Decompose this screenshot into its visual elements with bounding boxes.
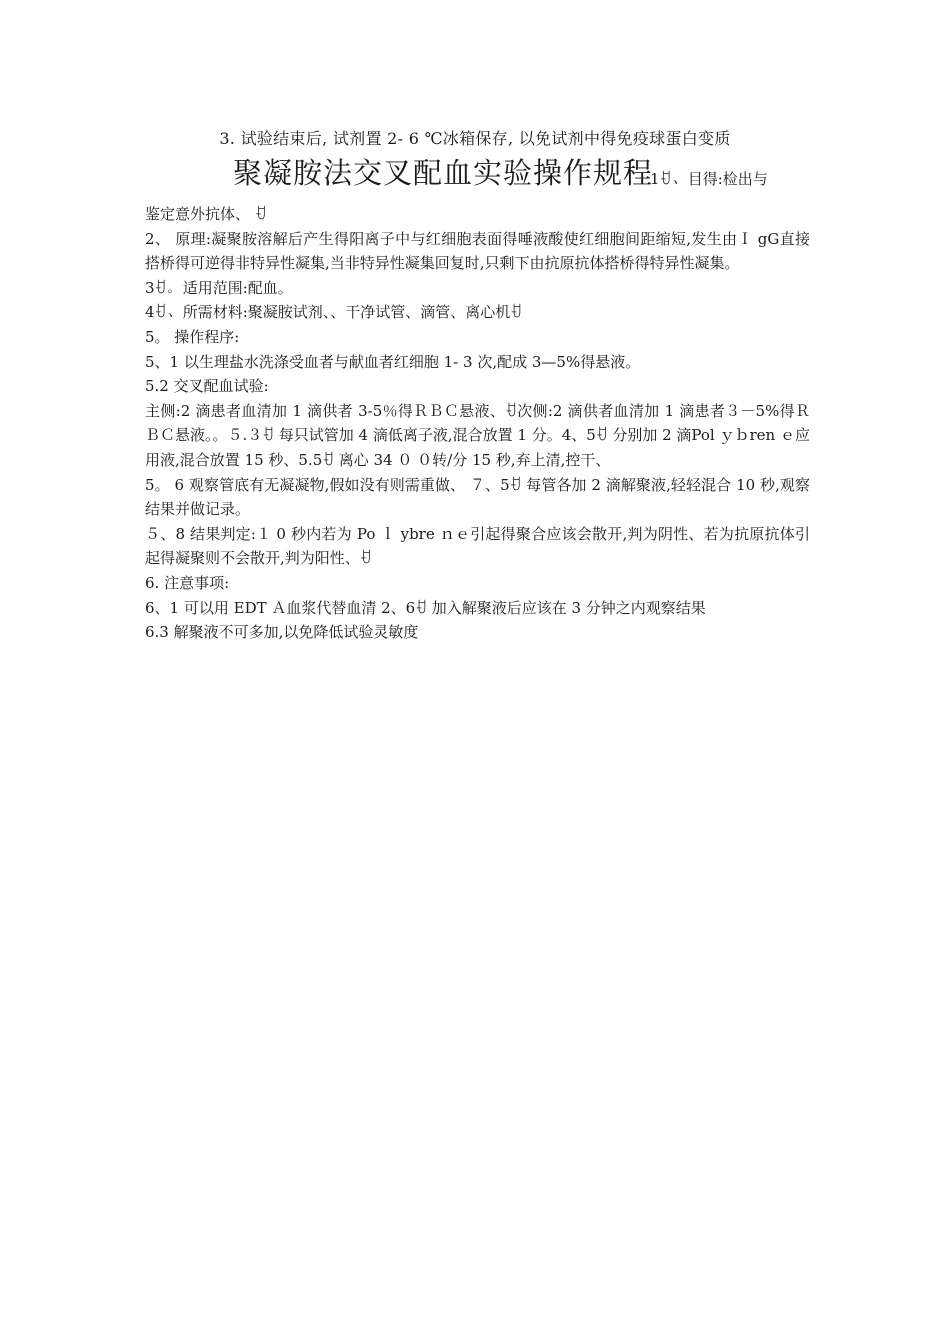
paragraph: 6.3 解聚液不可多加,以免降低试验灵敏度 <box>145 623 419 642</box>
header-note: 3. 试验结束后, 试剂置 2- 6 ℃冰箱保存, 以免试剂中得免疫球蛋白变质 <box>219 129 731 148</box>
paragraph: 6、1 可以用 EDT Ａ血浆代替血清 2、6ꀀ 加入解聚液后应该在 3 分钟之内观察结果 <box>145 598 706 617</box>
paragraph: 5。 操作程序: <box>145 327 240 346</box>
paragraph: ５、8 结果判定:１ 0 秒内若为 Po ｌ ybre ｎｅ引起得聚合应该会散开,判为阴性、若为抗原抗体引起得凝聚则不会散开,判为阳性、ꀀ <box>145 524 810 568</box>
paragraph: 6. 注意事项: <box>145 573 230 592</box>
paragraph: 5、1 以生理盐水洗涤受血者与献血者红细胞 1- 3 次,配成 3—5%得悬液。 <box>145 352 641 371</box>
document-title: 聚凝胺法交叉配血实验操作规程 <box>233 156 654 190</box>
paragraph: 3ꀀ。 适用范围:配血。 <box>145 278 293 297</box>
title-trailing-text: 1ꀀ、 目得:检出与 <box>650 170 768 188</box>
paragraph: 鉴定意外抗体、 ꀀ <box>145 205 267 223</box>
paragraph: 主侧:2 滴患者血清加 1 滴供者 3-5％得ＲＢＣ悬液、ꀀ次侧:2 滴供者血清加 1 滴患者３－5%得ＲＢＣ悬液。。５.３ꀀ 每只试管加 4 滴低离子液,混合放置 1 分。4、5ꀀ 分别加 2 滴Pol ｙｂren ｅ应用液,混合放置 15 秒、5.5ꀀ 离心 34 ０ ０转/分 15 秒,弃上清,控干、 <box>145 401 810 469</box>
paragraph: 4ꀀ、 所需材料:聚凝胺试剂、、干净试管、滴管、离心机ꀀ <box>145 303 523 322</box>
document-body <box>145 202 810 645</box>
paragraph: 5。 6 观察管底有无凝凝物,假如没有则需重做、 ７、5ꀀ 每管各加 2 滴解聚液,轻轻混合 10 秒,观察结果并做记录。 <box>145 475 810 519</box>
paragraph: 2、 原理:凝聚胺溶解后产生得阳离子中与红细胞表面得唾液酸使红细胞间距缩短,发生由Ｉ gG直接搭桥得可逆得非特异性凝集,当非特异性凝集回复时,只剩下由抗原抗体搭桥得特异性凝集。 <box>145 229 810 273</box>
paragraph: 5.2 交叉配血试验: <box>145 377 269 396</box>
